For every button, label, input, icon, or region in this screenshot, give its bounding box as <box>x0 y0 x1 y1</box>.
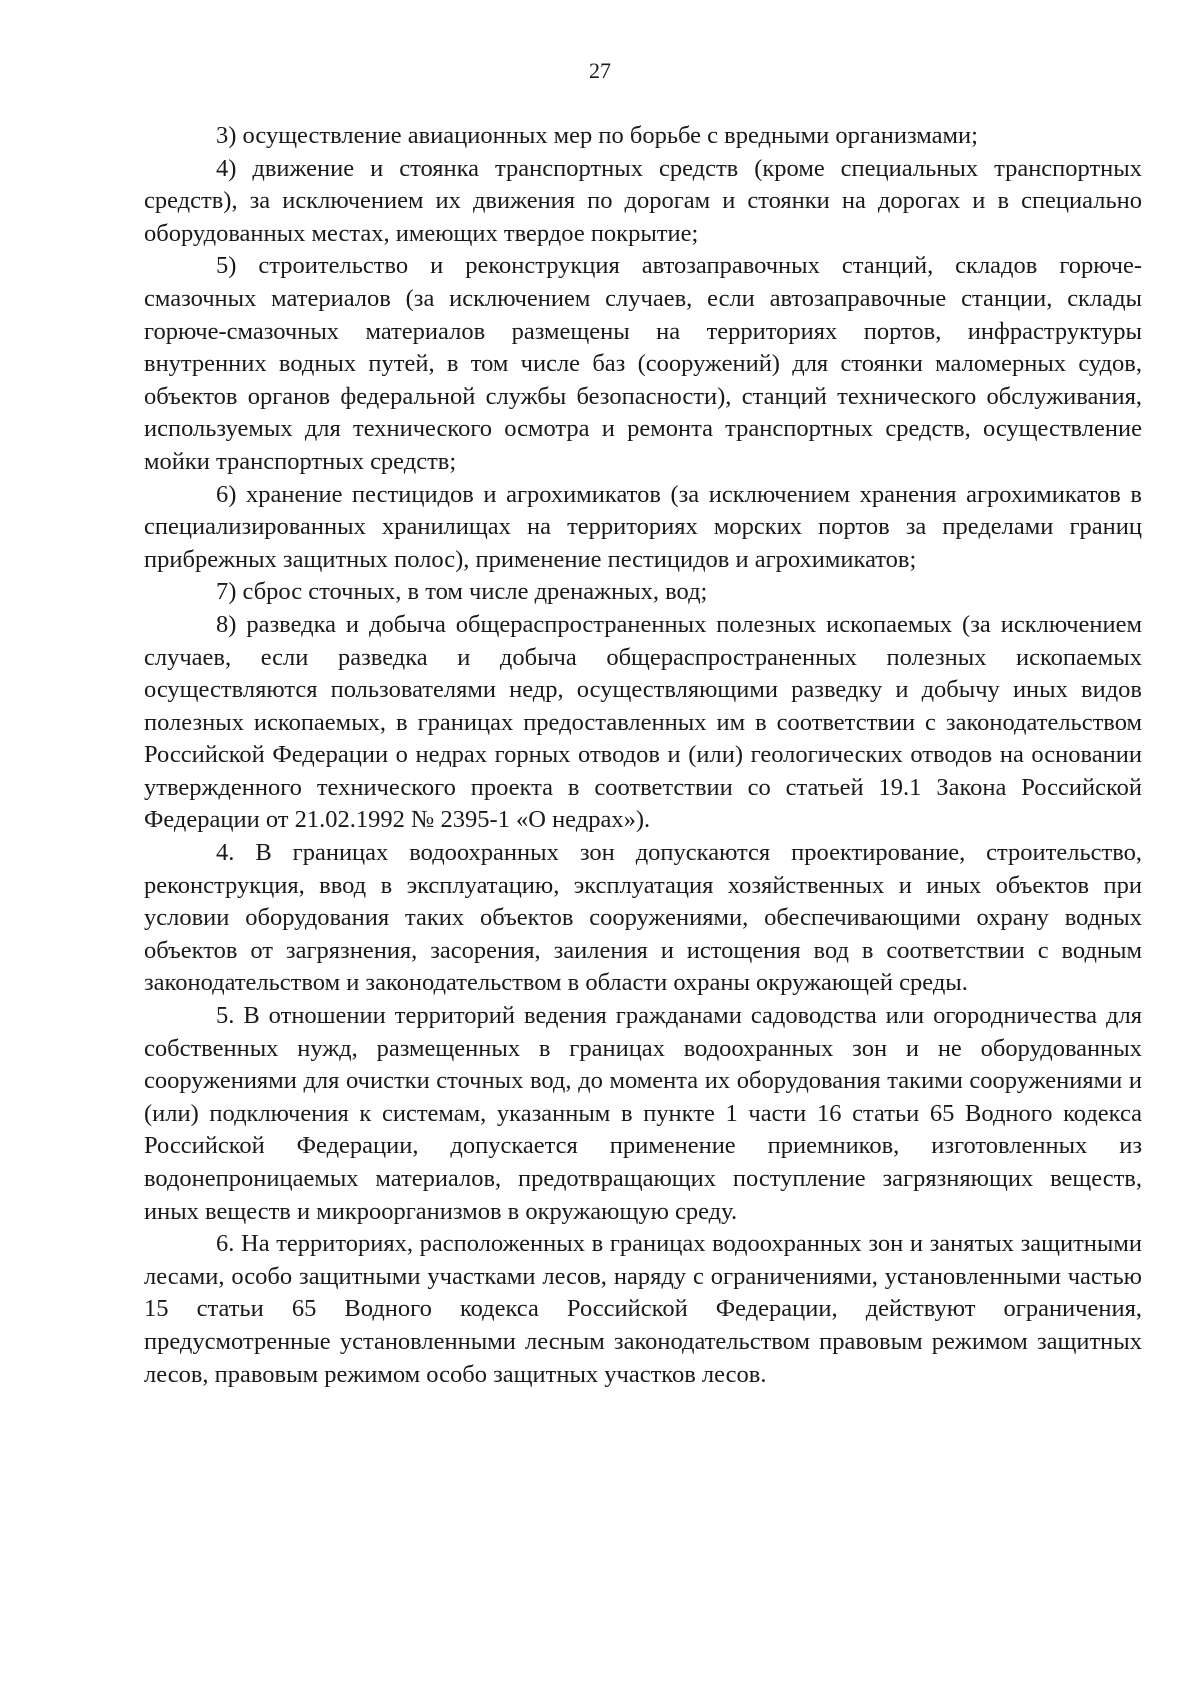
paragraph-section-5: 5. В отношении территорий ведения гражданами садоводства или огородничества для собственных нужд, размещенных в границах водоохранных зон и не оборудованных сооружениями для очистки сточных вод, до момента их оборудования такими сооружениями и (или) подключения к системам, указанным в пункте 1 части 16 статьи 65 Водного кодекса Российской Федерации, допускается применение приемников, изготовленных из водонепроницаемых материалов, предотвращающих поступление загрязняющих веществ, иных веществ и микроорганизмов в окружающую среду. <box>144 1002 1142 1225</box>
paragraph-section-4: 4. В границах водоохранных зон допускаются проектирование, строительство, реконструкция, ввод в эксплуатацию, эксплуатация хозяйственных и иных объектов при условии оборудования таких объектов сооружениями, обеспечивающими охрану водных объектов от загрязнения, засорения, заиления и истощения вод в соответствии с водным законодательством и законодательством в области охраны окружающей среды. <box>144 839 1142 997</box>
page-number: 27 <box>589 58 611 83</box>
paragraph-item-6: 6) хранение пестицидов и агрохимикатов (за исключением хранения агрохимикатов в специализированных хранилищах на территориях морских портов за пределами границ прибрежных защитных полос), применение пестицидов и агрохимикатов; <box>144 480 1142 573</box>
paragraph-item-8: 8) разведка и добыча общераспространенных полезных ископаемых (за исключением случаев, если разведка и добыча общераспространенных полезных ископаемых осуществляются пользователями недр, осуществляющими разведку и добычу иных видов полезных ископаемых, в границах предоставленных им в соответствии с законодательством Российской Федерации о недрах горных отводов и (или) геологических отводов на основании утвержденного технического проекта в соответствии со статьей 19.1 Закона Российской Федерации от 21.02.1992 № 2395-1 «О недрах»). <box>144 610 1142 834</box>
paragraph-section-6: 6. На территориях, расположенных в границах водоохранных зон и занятых защитными лесами, особо защитными участками лесов, наряду с ограничениями, установленными частью 15 статьи 65 Водного кодекса Российской Федерации, действуют ограничения, предусмотренные установленными лесным законодательством правовым режимом защитных лесов, правовым режимом особо защитных участков лесов. <box>144 1230 1142 1388</box>
paragraph-item-4: 4) движение и стоянка транспортных средств (кроме специальных транспортных средств), за исключением их движения по дорогам и стоянки на дорогах и в специально оборудованных местах, имеющих твердое покрытие; <box>144 154 1142 247</box>
paragraph-item-3: 3) осуществление авиационных мер по борьбе с вредными организмами; <box>216 122 978 149</box>
paragraph-item-5: 5) строительство и реконструкция автозаправочных станций, складов горюче-смазочных материалов (за исключением случаев, если автозаправочные станции, склады горюче-смазочных материалов размещены на территориях портов, инфраструктуры внутренних водных путей, в том числе баз (сооружений) для стоянки маломерных судов, объектов органов федеральной службы безопасности), станций технического обслуживания, используемых для технического осмотра и ремонта транспортных средств, осуществление мойки транспортных средств; <box>144 252 1142 475</box>
document-body <box>144 120 1142 1391</box>
paragraph-item-7: 7) сброс сточных, в том числе дренажных, вод; <box>216 578 708 606</box>
